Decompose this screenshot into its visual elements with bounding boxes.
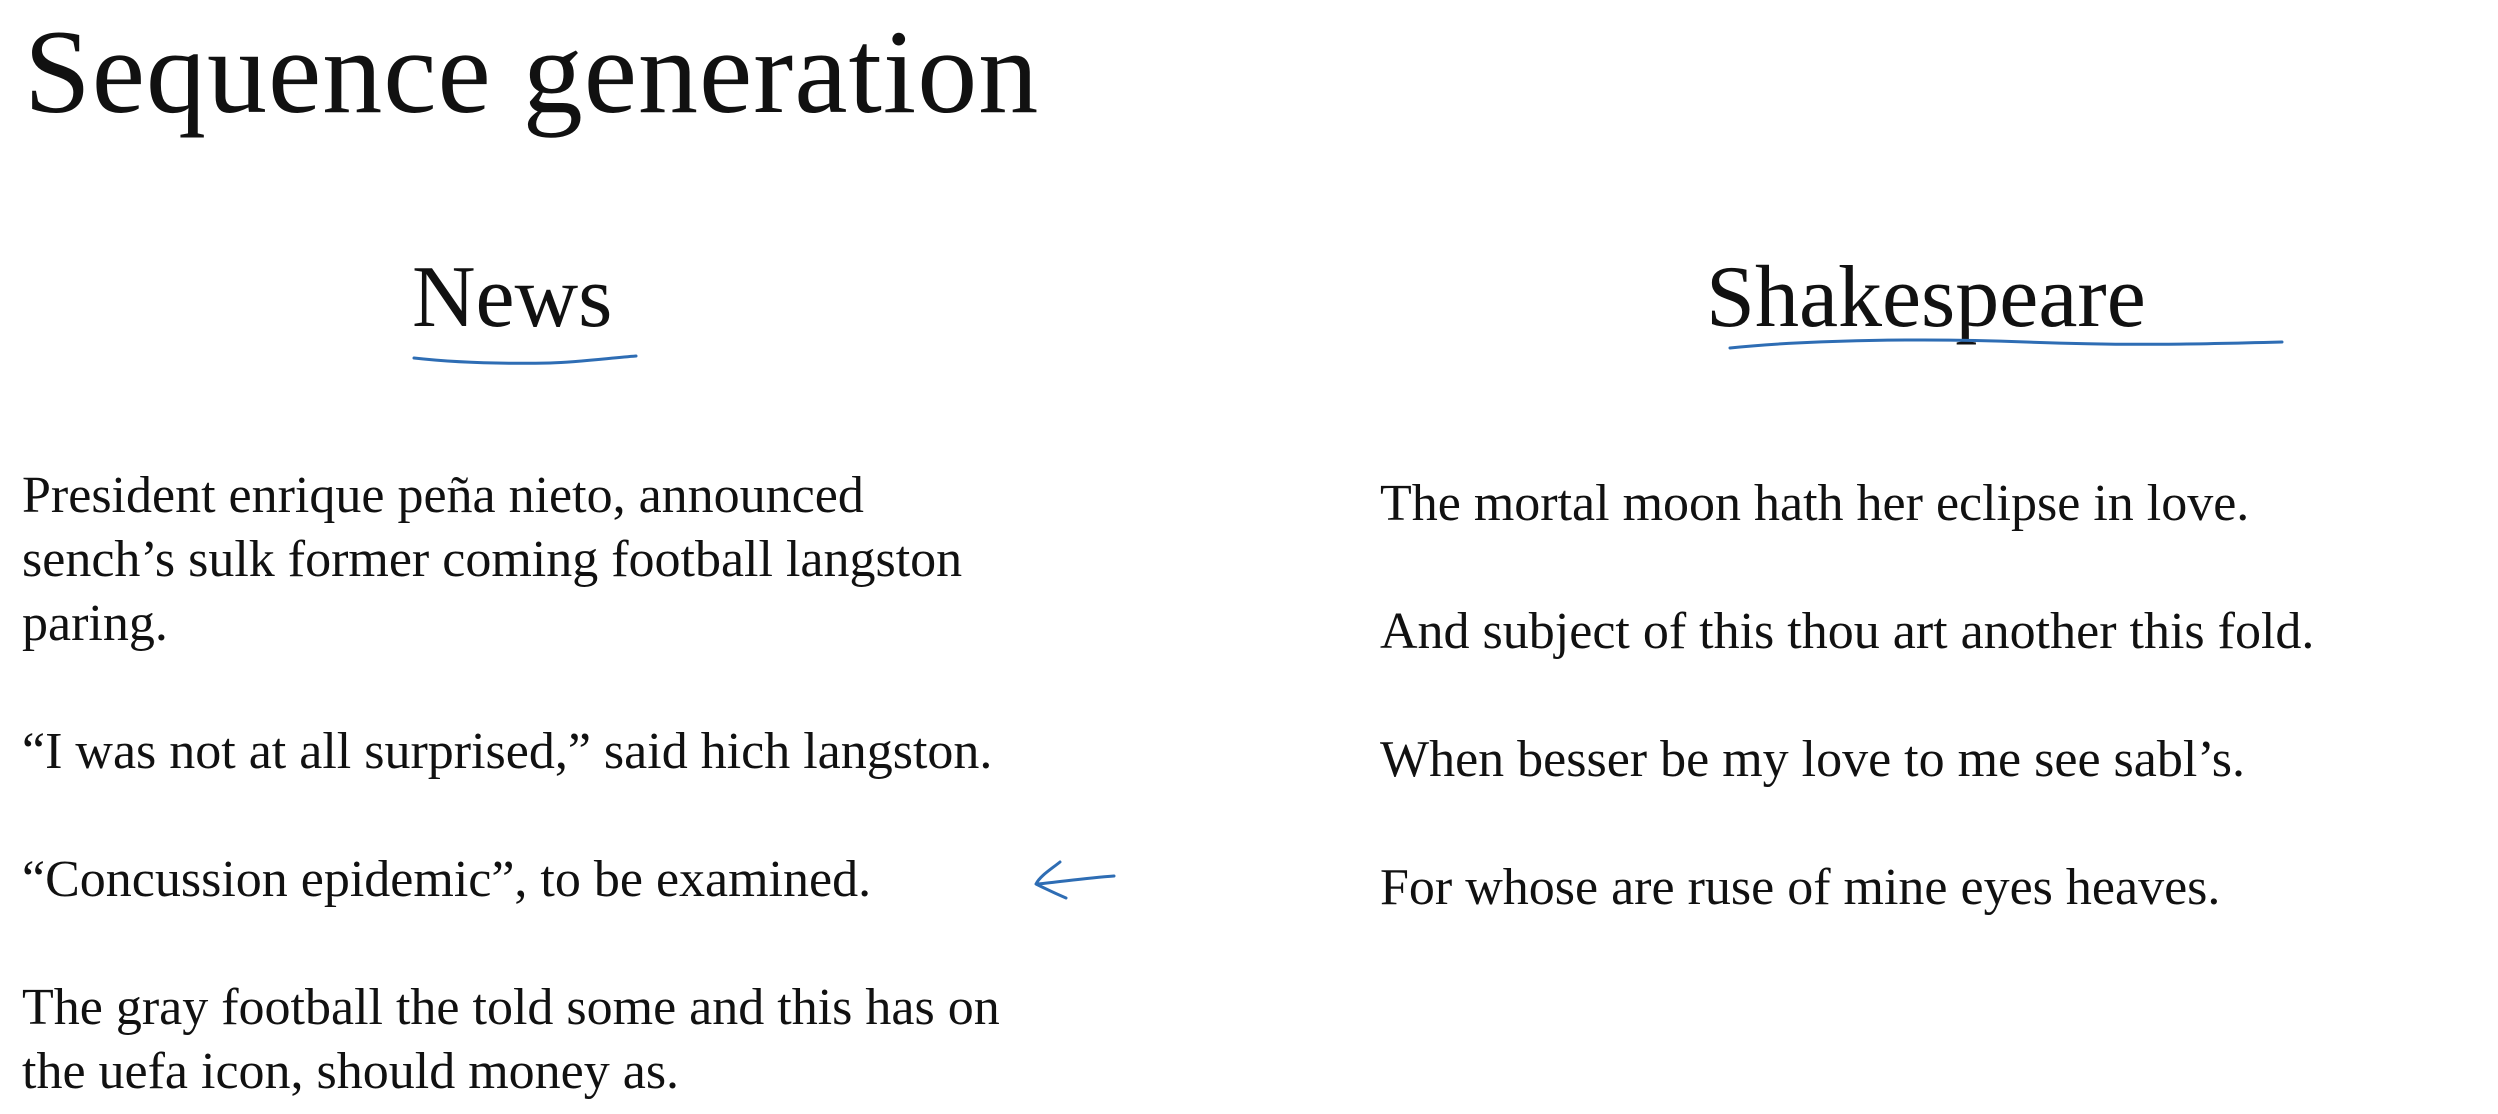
news-paragraph-1-line-1: President enrique peña nieto, announced (22, 467, 864, 524)
news-heading: News (412, 249, 613, 346)
shakespeare-line-3: When besser be my love to me see sabl’s. (1380, 731, 2245, 788)
shakespeare-heading-underline (1726, 330, 2286, 360)
shakespeare-line-2: And subject of this thou art another this fold. (1380, 603, 2315, 660)
news-paragraph-4 (22, 976, 1000, 1104)
news-paragraph-4-line-1: The gray football the told some and this has on (22, 979, 1000, 1036)
news-heading-underline (410, 350, 640, 380)
news-paragraph-2 (22, 720, 992, 784)
news-paragraph-3-line-1: “Concussion epidemic”, to be examined. (22, 851, 872, 908)
shakespeare-line-4: For whose are ruse of mine eyes heaves. (1380, 859, 2221, 916)
slide-title: Sequence generation (24, 5, 1040, 138)
left-arrow-icon (1030, 858, 1120, 908)
news-paragraph-1-line-2: sench’s sulk former coming football langston (22, 531, 963, 588)
news-paragraph-4-line-2: the uefa icon, should money as. (22, 1043, 680, 1100)
shakespeare-line-1: The mortal moon hath her eclipse in love. (1380, 475, 2250, 532)
shakespeare-heading: Shakespeare (1706, 249, 2146, 346)
news-paragraph-1-line-3: paring. (22, 595, 168, 652)
news-paragraph-3 (22, 848, 871, 912)
news-paragraph-2-line-1: “I was not at all surprised,” said hich langston. (22, 723, 993, 780)
news-paragraph-1 (22, 464, 962, 656)
